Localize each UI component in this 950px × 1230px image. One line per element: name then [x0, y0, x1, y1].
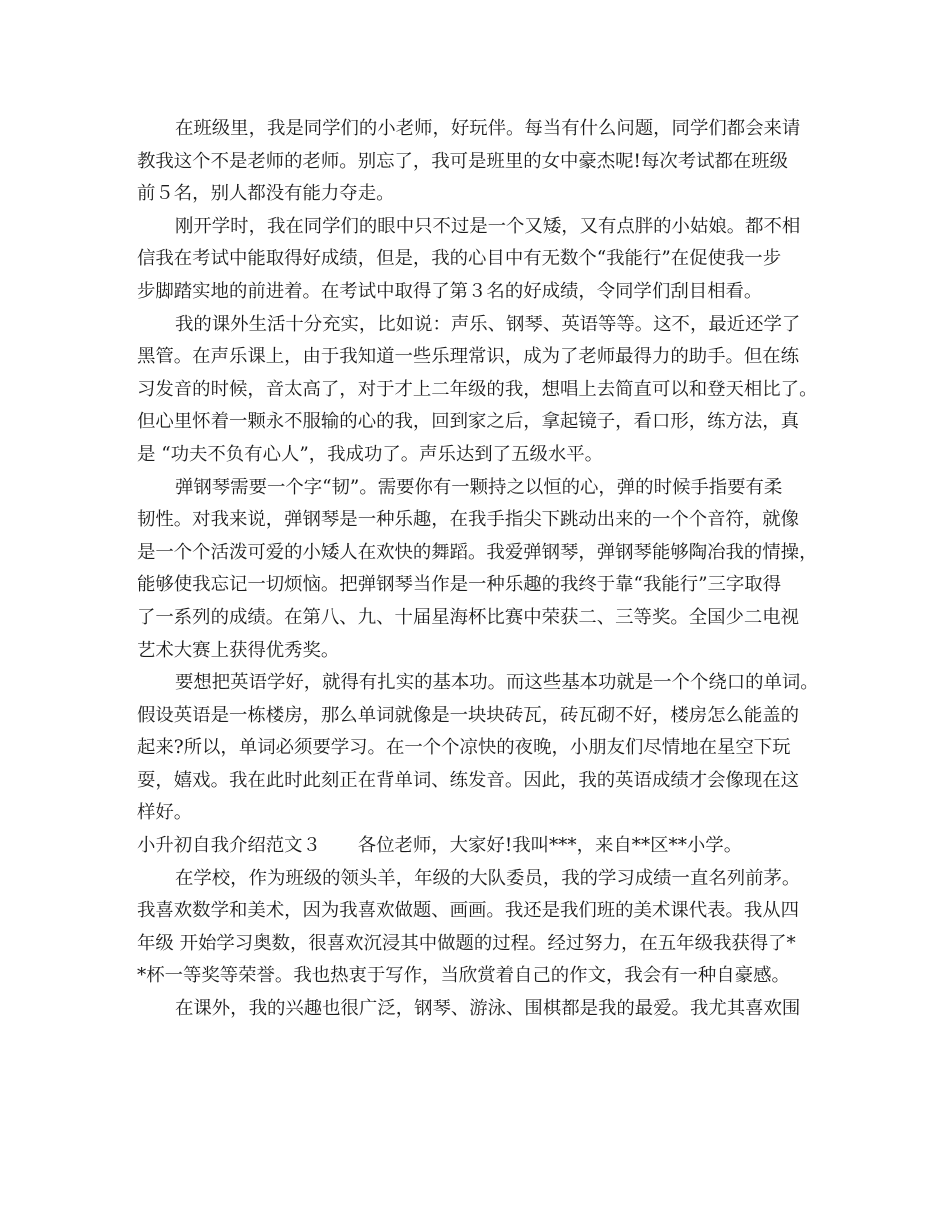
text-line: 习发音的时候，音太高了，对于才上二年级的我，想唱上去简直可以和登天相比了。	[137, 378, 818, 400]
text-line: 年级 开始学习奥数，很喜欢沉浸其中做题的过程。经过努力，在五年级我获得了*	[137, 932, 796, 954]
text-line: 黑管。在声乐课上，由于我知道一些乐理常识，成为了老师最得力的助手。但在练	[137, 346, 800, 368]
paragraph-first-line: 在学校，作为班级的领头羊，年级的大队委员，我的学习成绩一直名列前茅。	[175, 867, 801, 889]
text-line: 样好。	[137, 802, 193, 824]
text-line: 起来?所以，单词必须要学习。在一个个凉快的夜晚，小朋友们尽情地在星空下玩	[137, 737, 791, 759]
text-line: 韧性。对我来说，弹钢琴是一种乐趣，在我手指尖下跳动出来的一个个音符，就像	[137, 509, 800, 531]
paragraph-first-line: 我的课外生活十分充实，比如说：声乐、钢琴、英语等等。这不，最近还学了	[175, 313, 801, 335]
paragraph-first-line: 要想把英语学好，就得有扎实的基本功。而这些基本功就是一个个绕口的单词。	[175, 672, 819, 694]
text-line: *杯一等奖等荣誉。我也热衷于写作，当欣赏着自己的作文，我会有一种自豪感。	[137, 965, 790, 987]
text-line: 了一系列的成绩。在第八、九、十届星海杯比赛中荣获二、三等奖。全国少二电视	[137, 606, 800, 628]
text-line: 但心里怀着一颗永不服输的心的我，回到家之后，拿起镜子，看口形，练方法，真	[137, 411, 800, 433]
text-line: 是一个个活泼可爱的小矮人在欢快的舞蹈。我爱弹钢琴，弹钢琴能够陶冶我的情操，	[137, 541, 818, 563]
text-line: 我喜欢数学和美术，因为我喜欢做题、画画。我还是我们班的美术课代表。我从四	[137, 900, 800, 922]
text-line: 小升初自我介绍范文３ 各位老师，大家好!我叫***，来自**区**小学。	[137, 835, 743, 857]
paragraph-first-line: 在课外，我的兴趣也很广泛，钢琴、游泳、围棋都是我的最爱。我尤其喜欢围	[175, 998, 801, 1020]
text-line: 是 “功夫不负有心人”，我成功了。声乐达到了五级水平。	[137, 443, 604, 465]
text-line: 耍，嬉戏。我在此时此刻正在背单词、练发音。因此，我的英语成绩才会像现在这	[137, 769, 800, 791]
document-body	[137, 113, 827, 1026]
paragraph-first-line: 刚开学时，我在同学们的眼中只不过是一个又矮，又有点胖的小姑娘。都不相	[175, 215, 801, 237]
paragraph-first-line: 在班级里，我是同学们的小老师，好玩伴。每当有什么问题，同学们都会来请	[175, 118, 801, 139]
text-line: 艺术大赛上获得优秀奖。	[137, 639, 340, 661]
text-line: 教我这个不是老师的老师。别忘了，我可是班里的女中豪杰呢!每次考试都在班级	[137, 150, 789, 172]
text-line: 假设英语是一栋楼房，那么单词就像是一块块砖瓦，砖瓦砌不好，楼房怎么能盖的	[137, 704, 800, 726]
text-line: 前５名，别人都没有能力夺走。	[137, 183, 395, 205]
paragraph-first-line: 弹钢琴需要一个字“韧”。需要你有一颗持之以恒的心，弹的时候手指要有柔	[175, 476, 783, 498]
text-line: 能够使我忘记一切烦恼。把弹钢琴当作是一种乐趣的我终于靠“我能行”三字取得	[137, 574, 782, 596]
text-line: 步脚踏实地的前进着。在考试中取得了第３名的好成绩，令同学们刮目相看。	[137, 280, 763, 302]
text-line: 信我在考试中能取得好成绩，但是，我的心目中有无数个“我能行”在促使我一步	[137, 248, 782, 270]
